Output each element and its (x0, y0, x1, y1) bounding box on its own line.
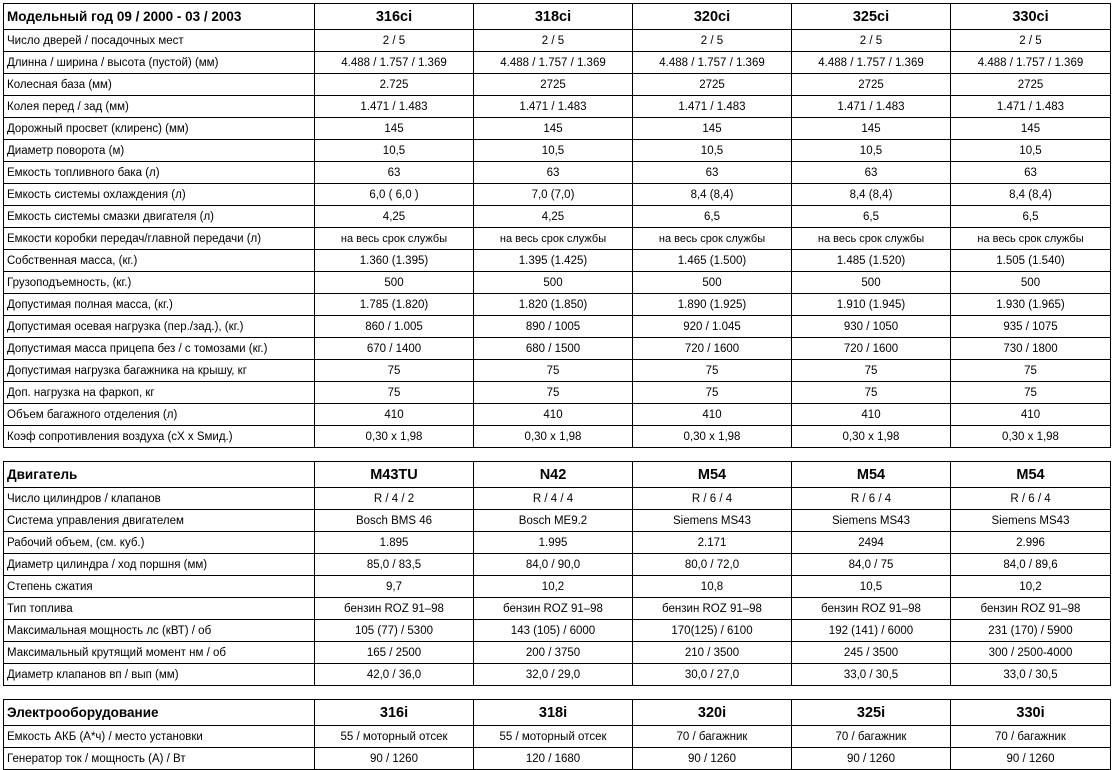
row-label: Рабочий объем, (см. куб.) (4, 532, 315, 554)
cell-value: бензин ROZ 91–98 (792, 598, 951, 620)
cell-value: 90 / 1260 (792, 748, 951, 770)
cell-value: 1.471 / 1.483 (951, 96, 1111, 118)
cell-value: 105 (77) / 5300 (315, 620, 474, 642)
cell-value: 410 (315, 404, 474, 426)
column-header: M54 (792, 462, 951, 488)
cell-value: 2.996 (951, 532, 1111, 554)
cell-value: 84,0 / 75 (792, 554, 951, 576)
column-header: 316i (315, 700, 474, 726)
cell-value: на весь срок службы (474, 228, 633, 250)
cell-value: 210 / 3500 (633, 642, 792, 664)
cell-value: 2 / 5 (792, 30, 951, 52)
cell-value: на весь срок службы (633, 228, 792, 250)
header-row (4, 462, 1111, 488)
row-label: Число дверей / посадочных мест (4, 30, 315, 52)
cell-value: 10,5 (792, 140, 951, 162)
row-label: Допустимая масса прицепа без / с томозами (кг.) (4, 338, 315, 360)
cell-value: 33,0 / 30,5 (792, 664, 951, 686)
cell-value: 145 (633, 118, 792, 140)
cell-value: 720 / 1600 (792, 338, 951, 360)
cell-value: 410 (792, 404, 951, 426)
spec-row (4, 360, 1111, 382)
cell-value: 860 / 1.005 (315, 316, 474, 338)
cell-value: 1.471 / 1.483 (315, 96, 474, 118)
cell-value: 1.465 (1.500) (633, 250, 792, 272)
cell-value: 500 (474, 272, 633, 294)
spec-row (4, 30, 1111, 52)
cell-value: 930 / 1050 (792, 316, 951, 338)
cell-value: R / 6 / 4 (792, 488, 951, 510)
cell-value: R / 4 / 4 (474, 488, 633, 510)
cell-value: 8,4 (8,4) (792, 184, 951, 206)
cell-value: 10,2 (474, 576, 633, 598)
row-label: Диаметр поворота (м) (4, 140, 315, 162)
cell-value: 680 / 1500 (474, 338, 633, 360)
column-header: 318i (474, 700, 633, 726)
cell-value: 1.995 (474, 532, 633, 554)
cell-value: 42,0 / 36,0 (315, 664, 474, 686)
cell-value: 90 / 1260 (951, 748, 1111, 770)
cell-value: 30,0 / 27,0 (633, 664, 792, 686)
cell-value: 84,0 / 89,6 (951, 554, 1111, 576)
row-label: Доп. нагрузка на фаркоп, кг (4, 382, 315, 404)
cell-value: 75 (792, 360, 951, 382)
row-label: Емкость системы охлаждения (л) (4, 184, 315, 206)
row-label: Объем багажного отделения (л) (4, 404, 315, 426)
cell-value: 1.395 (1.425) (474, 250, 633, 272)
cell-value: 1.471 / 1.483 (633, 96, 792, 118)
cell-value: 2 / 5 (315, 30, 474, 52)
cell-value: 90 / 1260 (315, 748, 474, 770)
cell-value: 70 / багажник (951, 726, 1111, 748)
cell-value: бензин ROZ 91–98 (633, 598, 792, 620)
spec-row (4, 184, 1111, 206)
cell-value: R / 4 / 2 (315, 488, 474, 510)
row-label: Емкости коробки передач/главной передачи (л) (4, 228, 315, 250)
cell-value: 90 / 1260 (633, 748, 792, 770)
cell-value: 10,5 (792, 576, 951, 598)
cell-value: 63 (633, 162, 792, 184)
spec-row (4, 382, 1111, 404)
cell-value: 170(125) / 6100 (633, 620, 792, 642)
vehicle-spec-table (3, 3, 1111, 448)
column-header: M54 (633, 462, 792, 488)
engine-row (4, 598, 1111, 620)
cell-value: 75 (474, 382, 633, 404)
cell-value: 145 (315, 118, 474, 140)
cell-value: 6,5 (951, 206, 1111, 228)
cell-value: 6,0 ( 6,0 ) (315, 184, 474, 206)
cell-value: 245 / 3500 (792, 642, 951, 664)
section-title: Двигатель (4, 462, 315, 488)
electrical-spec-table (3, 699, 1111, 770)
engine-row (4, 576, 1111, 598)
cell-value: 4.488 / 1.757 / 1.369 (792, 52, 951, 74)
cell-value: 231 (170) / 5900 (951, 620, 1111, 642)
cell-value: 2725 (792, 74, 951, 96)
cell-value: 165 / 2500 (315, 642, 474, 664)
cell-value: 10,5 (315, 140, 474, 162)
cell-value: 200 / 3750 (474, 642, 633, 664)
cell-value: R / 6 / 4 (633, 488, 792, 510)
cell-value: R / 6 / 4 (951, 488, 1111, 510)
column-header: M54 (951, 462, 1111, 488)
row-label: Генератор ток / мощность (А) / Вт (4, 748, 315, 770)
cell-value: 0,30 х 1,98 (315, 426, 474, 448)
cell-value: 63 (792, 162, 951, 184)
cell-value: 500 (633, 272, 792, 294)
row-label: Колея перед / зад (мм) (4, 96, 315, 118)
cell-value: 500 (315, 272, 474, 294)
cell-value: 0,30 х 1,98 (474, 426, 633, 448)
cell-value: 2725 (633, 74, 792, 96)
cell-value: 4.488 / 1.757 / 1.369 (951, 52, 1111, 74)
spec-row (4, 228, 1111, 250)
column-header: 316ci (315, 4, 474, 30)
electrical-row (4, 748, 1111, 770)
engine-row (4, 642, 1111, 664)
cell-value: 85,0 / 83,5 (315, 554, 474, 576)
cell-value: 1.890 (1.925) (633, 294, 792, 316)
cell-value: 0,30 х 1,98 (633, 426, 792, 448)
spec-row (4, 140, 1111, 162)
section-title: Электрооборудование (4, 700, 315, 726)
row-label: Число цилиндров / клапанов (4, 488, 315, 510)
column-header: 325ci (792, 4, 951, 30)
row-label: Колесная база (мм) (4, 74, 315, 96)
row-label: Емкость системы смазки двигателя (л) (4, 206, 315, 228)
row-label: Тип топлива (4, 598, 315, 620)
row-label: Собственная масса, (кг.) (4, 250, 315, 272)
cell-value: 75 (315, 360, 474, 382)
column-header: 320i (633, 700, 792, 726)
cell-value: 6,5 (792, 206, 951, 228)
engine-row (4, 664, 1111, 686)
row-label: Диаметр цилиндра / ход поршня (мм) (4, 554, 315, 576)
row-label: Коэф сопротивления воздуха (сХ х Ѕмид.) (4, 426, 315, 448)
cell-value: 55 / моторный отсек (315, 726, 474, 748)
cell-value: 75 (792, 382, 951, 404)
cell-value: 410 (474, 404, 633, 426)
cell-value: 75 (951, 382, 1111, 404)
cell-value: 4,25 (474, 206, 633, 228)
cell-value: 2725 (474, 74, 633, 96)
cell-value: 0,30 х 1,98 (792, 426, 951, 448)
cell-value: 890 / 1005 (474, 316, 633, 338)
row-label: Диаметр клапанов вп / вып (мм) (4, 664, 315, 686)
cell-value: 1.505 (1.540) (951, 250, 1111, 272)
cell-value: 1.910 (1.945) (792, 294, 951, 316)
header-row (4, 4, 1111, 30)
cell-value: 670 / 1400 (315, 338, 474, 360)
engine-row (4, 488, 1111, 510)
cell-value: Bosch ME9.2 (474, 510, 633, 532)
cell-value: 920 / 1.045 (633, 316, 792, 338)
cell-value: 10,8 (633, 576, 792, 598)
cell-value: Bosch BMS 46 (315, 510, 474, 532)
spec-row (4, 52, 1111, 74)
spec-row (4, 272, 1111, 294)
row-label: Дорожный просвет (клиренс) (мм) (4, 118, 315, 140)
spec-row (4, 96, 1111, 118)
electrical-row (4, 726, 1111, 748)
engine-row (4, 620, 1111, 642)
column-header: 325i (792, 700, 951, 726)
row-label: Емкость топливного бака (л) (4, 162, 315, 184)
spec-row (4, 294, 1111, 316)
cell-value: 10,5 (474, 140, 633, 162)
cell-value: бензин ROZ 91–98 (951, 598, 1111, 620)
engine-row (4, 532, 1111, 554)
cell-value: 80,0 / 72,0 (633, 554, 792, 576)
cell-value: 8,4 (8,4) (951, 184, 1111, 206)
cell-value: 2.171 (633, 532, 792, 554)
cell-value: 730 / 1800 (951, 338, 1111, 360)
row-label: Максимальная мощность лс (кВТ) / об (4, 620, 315, 642)
cell-value: 2 / 5 (474, 30, 633, 52)
spec-row (4, 316, 1111, 338)
cell-value: 9,7 (315, 576, 474, 598)
cell-value: 1.471 / 1.483 (792, 96, 951, 118)
cell-value: Siemens MS43 (792, 510, 951, 532)
cell-value: 143 (105) / 6000 (474, 620, 633, 642)
cell-value: 75 (474, 360, 633, 382)
cell-value: 410 (633, 404, 792, 426)
cell-value: 4.488 / 1.757 / 1.369 (633, 52, 792, 74)
cell-value: 500 (951, 272, 1111, 294)
spec-row (4, 206, 1111, 228)
cell-value: 70 / багажник (792, 726, 951, 748)
row-label: Степень сжатия (4, 576, 315, 598)
row-label: Допустимая полная масса, (кг.) (4, 294, 315, 316)
row-label: Емкость АКБ (А*ч) / место установки (4, 726, 315, 748)
row-label: Длинна / ширина / высота (пустой) (мм) (4, 52, 315, 74)
cell-value: 10,5 (633, 140, 792, 162)
row-label: Система управления двигателем (4, 510, 315, 532)
cell-value: 10,5 (951, 140, 1111, 162)
cell-value: 0,30 х 1,98 (951, 426, 1111, 448)
cell-value: бензин ROZ 91–98 (315, 598, 474, 620)
spec-row (4, 118, 1111, 140)
cell-value: 4,25 (315, 206, 474, 228)
cell-value: 75 (951, 360, 1111, 382)
cell-value: Siemens MS43 (633, 510, 792, 532)
cell-value: 6,5 (633, 206, 792, 228)
column-header: M43TU (315, 462, 474, 488)
cell-value: 63 (474, 162, 633, 184)
cell-value: 70 / багажник (633, 726, 792, 748)
cell-value: 410 (951, 404, 1111, 426)
column-header: 330i (951, 700, 1111, 726)
header-row (4, 700, 1111, 726)
cell-value: 1.360 (1.395) (315, 250, 474, 272)
cell-value: 300 / 2500-4000 (951, 642, 1111, 664)
spec-row (4, 74, 1111, 96)
row-label: Максимальный крутящий момент нм / об (4, 642, 315, 664)
cell-value: 55 / моторный отсек (474, 726, 633, 748)
spec-row (4, 426, 1111, 448)
cell-value: 63 (315, 162, 474, 184)
cell-value: 1.785 (1.820) (315, 294, 474, 316)
cell-value: 75 (633, 360, 792, 382)
cell-value: 84,0 / 90,0 (474, 554, 633, 576)
spec-row (4, 404, 1111, 426)
cell-value: 7,0 (7,0) (474, 184, 633, 206)
spec-row (4, 162, 1111, 184)
cell-value: 935 / 1075 (951, 316, 1111, 338)
cell-value: 32,0 / 29,0 (474, 664, 633, 686)
column-header: 330ci (951, 4, 1111, 30)
cell-value: бензин ROZ 91–98 (474, 598, 633, 620)
cell-value: 2 / 5 (951, 30, 1111, 52)
cell-value: 1.895 (315, 532, 474, 554)
cell-value: 10,2 (951, 576, 1111, 598)
engine-row (4, 554, 1111, 576)
cell-value: 720 / 1600 (633, 338, 792, 360)
spec-row (4, 250, 1111, 272)
cell-value: 192 (141) / 6000 (792, 620, 951, 642)
cell-value: 4.488 / 1.757 / 1.369 (474, 52, 633, 74)
cell-value: 120 / 1680 (474, 748, 633, 770)
cell-value: 2 / 5 (633, 30, 792, 52)
cell-value: 145 (792, 118, 951, 140)
cell-value: 4.488 / 1.757 / 1.369 (315, 52, 474, 74)
cell-value: 1.485 (1.520) (792, 250, 951, 272)
cell-value: 75 (633, 382, 792, 404)
section-title: Модельный год 09 / 2000 - 03 / 2003 (4, 4, 315, 30)
column-header: 318ci (474, 4, 633, 30)
cell-value: 1.820 (1.850) (474, 294, 633, 316)
cell-value: 8,4 (8,4) (633, 184, 792, 206)
cell-value: Siemens MS43 (951, 510, 1111, 532)
column-header: N42 (474, 462, 633, 488)
engine-spec-table (3, 461, 1111, 686)
cell-value: 33,0 / 30,5 (951, 664, 1111, 686)
row-label: Допустимая нагрузка багажника на крышу, кг (4, 360, 315, 382)
cell-value: 63 (951, 162, 1111, 184)
cell-value: на весь срок службы (315, 228, 474, 250)
cell-value: 2.725 (315, 74, 474, 96)
cell-value: 75 (315, 382, 474, 404)
cell-value: 2725 (951, 74, 1111, 96)
cell-value: 145 (951, 118, 1111, 140)
spec-row (4, 338, 1111, 360)
cell-value: 2494 (792, 532, 951, 554)
cell-value: 1.471 / 1.483 (474, 96, 633, 118)
cell-value: 1.930 (1.965) (951, 294, 1111, 316)
column-header: 320ci (633, 4, 792, 30)
cell-value: 145 (474, 118, 633, 140)
cell-value: 500 (792, 272, 951, 294)
row-label: Допустимая осевая нагрузка (пер./зад.), (кг.) (4, 316, 315, 338)
row-label: Грузоподъемность, (кг.) (4, 272, 315, 294)
engine-row (4, 510, 1111, 532)
cell-value: на весь срок службы (792, 228, 951, 250)
cell-value: на весь срок службы (951, 228, 1111, 250)
